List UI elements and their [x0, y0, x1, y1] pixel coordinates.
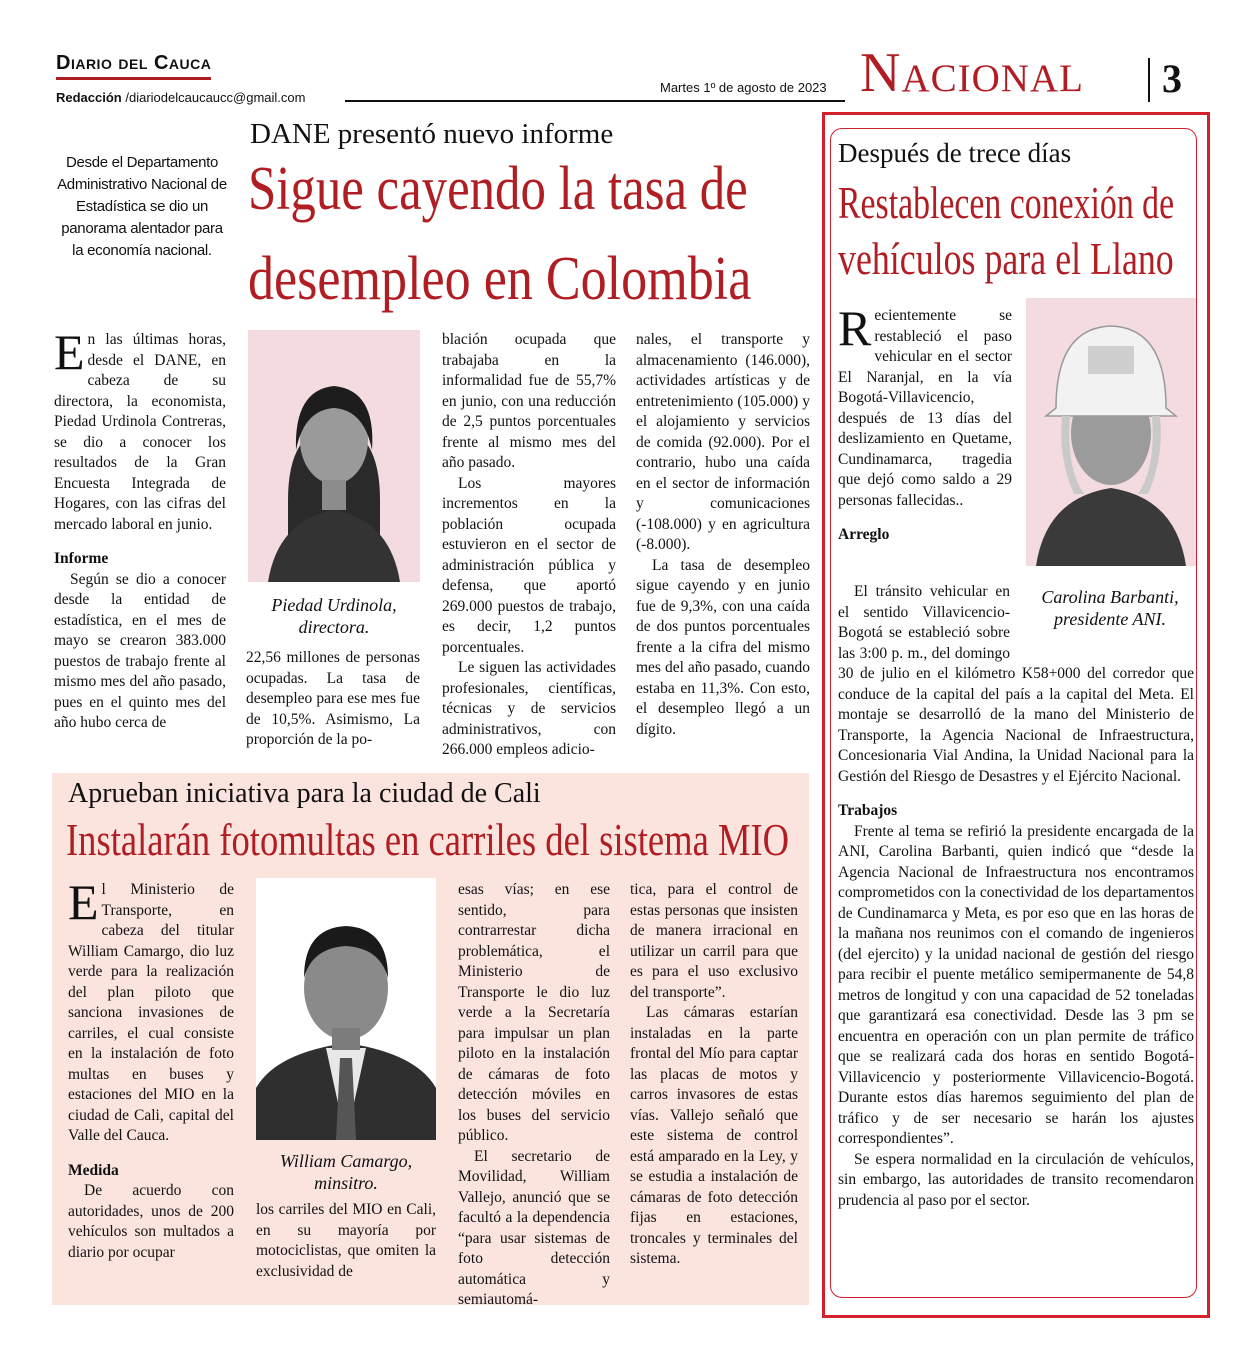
llano-column-main: [838, 582, 1194, 1211]
llano-column-intro: [838, 300, 1012, 546]
cali-kicker: Aprueban iniciativa para la ciudad de Cali: [68, 778, 541, 809]
william-camargo-photo: [256, 878, 436, 1140]
dane-column-4: [636, 330, 810, 740]
carolina-caption: Carolina Barbanti, presidente ANI.: [1041, 587, 1179, 629]
dane-col2-p1: 22,56 millones de personas ocupadas. La tasa de desempleo para ese mes fue de 10,5%. Asimismo, La proporción de la po-: [246, 649, 420, 748]
cali-col1-p1: l Ministerio de Transporte, en cabeza del titular William Camargo, dio luz verde para la realización del plan piloto que sanciona invasiones de carriles, el cual consiste en la instalación de foto multas en buses y estaciones del MIO en la ciudad de Cali, capital del Valle del Cauca.: [68, 881, 234, 1144]
cali-column-2: [256, 1200, 436, 1282]
cali-col1-p2: De acuerdo con autoridades, unos de 200 vehículos son multados a diario por ocupar: [68, 1182, 234, 1261]
llano-subhead-trabajos: Trabajos: [838, 802, 898, 819]
dane-col1-p1: n las últimas horas, desde el DANE, en cabeza de su directora, la economista, Piedad Urdinola Contreras, se dio a conocer los resultados de la Gran Encuesta Integrada de Hogares, con las cifras del mercado laboral en junio.: [54, 331, 226, 533]
dane-column-3: [442, 330, 616, 761]
dane-col3-p2: Los mayores incrementos en la población ocupada estuvieron en el sector de administración pública y defensa, que aportó 269.000 puestos de trabajo, es decir, 1,2 puntos porcentuales.: [442, 474, 616, 656]
masthead-rule: [345, 100, 845, 102]
section-title: Nacional: [860, 42, 1084, 104]
llano-subhead-arreglo: Arreglo: [838, 526, 890, 543]
dane-col1-p2: Según se dio a conocer desde la entidad de estadística, en el mes de mayo se crearon 383.000 puestos de trabajo frente al mismo mes del año pasado, pues en el quinto mes del año hubo cerca de: [54, 570, 226, 731]
william-caption: William Camargo, minsitro.: [279, 1151, 413, 1193]
portrait-illustration: [1026, 298, 1196, 566]
dane-subhead-informe: Informe: [54, 550, 109, 567]
dane-dropcap: E: [54, 324, 85, 380]
cali-subhead-medida: Medida: [68, 1161, 119, 1179]
page-number: 3: [1162, 56, 1182, 101]
dane-col4-p1: nales, el transporte y almacenamiento (146.000), actividades artísticas y de entretenimiento (105.000) y el alojamiento y servicios de comida (92.000). Por el contrario, hubo una caída en el sector de información y comunicaciones (-108.000) y en agricultura (-8.000).: [636, 331, 810, 553]
llano-headline-line2: vehículos para el Llano: [838, 233, 1174, 284]
llano-dropcap: R: [838, 300, 872, 356]
cali-column-1: [68, 874, 234, 1263]
llano-float-spacer: [1010, 582, 1194, 644]
dane-headline-line1: Sigue cayendo la tasa de: [248, 155, 748, 223]
portrait-illustration: [256, 878, 436, 1140]
llano-kicker: Después de trece días: [838, 138, 1072, 168]
cali-headline: Instalarán fotomultas en carriles del sistema MIO: [66, 814, 790, 865]
dane-headline-line2: desempleo en Colombia: [248, 245, 752, 313]
dane-kicker: DANE presentó nuevo informe: [250, 118, 614, 150]
carolina-barbanti-photo: [1026, 298, 1196, 566]
llano-p1: ecientemente se restableció el paso vehicular en el sector El Naranjal, en la vía Bogotá-Villavicencio, después de 13 días del deslizamiento en Quetame, Cundinamarca, tragedia que dejó como saldo a 29 personas fallecidas..: [838, 307, 1012, 509]
redaccion-line: [56, 90, 305, 105]
llano-p3: Frente al tema se refirió la presidente encargada de la ANI, Carolina Barbanti, quien indicó que “desde la Agencia Nacional de Infraestructura nos encontramos comprometidos con la conectividad de los departamentos de Cundinamarca y Meta, es por eso que en las horas de la mañana nos reunimos con el comando de ingenieros (del ejercito) y la unidad nacional de gestión del riesgo para recibir el puente metálico semipermanente de 54,8 metros de longitud y con una capacidad de 52 toneladas que garantizará esa conectividad. Desde las 3 pm se encuentra en operación con un plan permite de tráfico que se realizará cada dos horas en sentido Bogotá-Villavicencio y posteriormente Villavicencio-Bogotá. Durante estos días haremos seguimiento del plan de tráfico y de ser necesario se harán los ajustes correspondientes”.: [838, 822, 1194, 1147]
cali-col2-p1: los carriles del MIO en Cali, en su mayoría por motociclistas, que omiten la exclusividad de: [256, 1201, 436, 1280]
portrait-illustration: [248, 330, 420, 582]
dane-lede: Desde el Departamento Administrativo Nacional de Estadística se dio un panorama alentador para la economía nacional.: [57, 154, 227, 259]
cali-col4-p1: tica, para el control de estas personas que insisten de manera irracional en utilizar un carril para que es para el uso exclusivo del transporte”.: [630, 881, 798, 1001]
llano-p2: El tránsito vehicular en el sentido Villavicencio-Bogotá se estableció sobre las 3:00 p. m., del domingo 30 de julio en el kilómetro K58+000 del corredor que conduce de la capital del país a la capital del Meta. El montaje se desarrolló de la mano del Ministerio de Transporte, la Agencia Nacional de Infraestructura, Concesionaria Vial Andina, la Unidad Nacional para la Gestión del Riesgo de Desastres y el Ejército Nacional.: [838, 583, 1194, 785]
cali-col3-p2: El secretario de Movilidad, William Vallejo, anunció que se facultó a la dependencia “para usar sistemas de foto detección automática y semiautomá-: [458, 1147, 610, 1308]
piedad-caption: Piedad Urdinola, directora.: [271, 595, 397, 637]
dane-col4-p2: La tasa de desempleo sigue cayendo y en junio fue de 9,3%, con una caída de dos puntos porcentuales frente a la cifra del mismo mes del año pasado, cuando estaba en 11,3%. Con esto, el desempleo llegó a un dígito.: [636, 556, 810, 738]
section-divider: [1148, 58, 1150, 102]
dane-col3-p3: Le siguen las actividades profesionales, científicas, técnicas y de servicios administrativos, con 266.000 empleos adicio-: [442, 659, 616, 758]
cali-column-4: [630, 880, 798, 1270]
dane-col3-p1: blación ocupada que trabajaba en la informalidad fue de 55,7% en junio, con una reducción de 2,5 puntos porcentuales frente al mismo mes del año pasado.: [442, 331, 616, 471]
cali-col3-p1: esas vías; en ese sentido, para contrarrestar dicha problemática, el Ministerio de Transporte le dio luz verde a la Secretaría para impulsar un plan piloto en la instalación de cámaras de foto detección móviles en los buses del servicio público.: [458, 881, 610, 1144]
llano-p4: Se espera normalidad en la circulación de vehículos, sin embargo, las autoridades de transito recomendaron prudencia al paso por el sector.: [838, 1150, 1194, 1209]
redaccion-label: Redacción: [56, 90, 122, 105]
dane-column-2: [246, 648, 420, 751]
redaccion-email: /diariodelcaucaucc@gmail.com: [121, 90, 306, 105]
cali-dropcap: E: [68, 874, 99, 930]
newspaper-logo: Diario del Cauca: [56, 52, 211, 80]
issue-date: Martes 1º de agosto de 2023: [660, 80, 827, 95]
cali-col4-p2: Las cámaras estarían instaladas en la parte frontal del Mío para captar las placas de motos y carros invasores de estas vías. Vallejo señaló que este sistema de control está amparado en la Ley, y se estudia a instalación de cámaras de foto detección fijas en estaciones, troncales y terminales del sistema.: [630, 1004, 798, 1267]
cali-column-3: [458, 880, 610, 1311]
dane-column-1: [54, 324, 226, 734]
piedad-urdinola-photo: [248, 330, 420, 582]
llano-headline-line1: Restablecen conexión de: [838, 177, 1175, 228]
